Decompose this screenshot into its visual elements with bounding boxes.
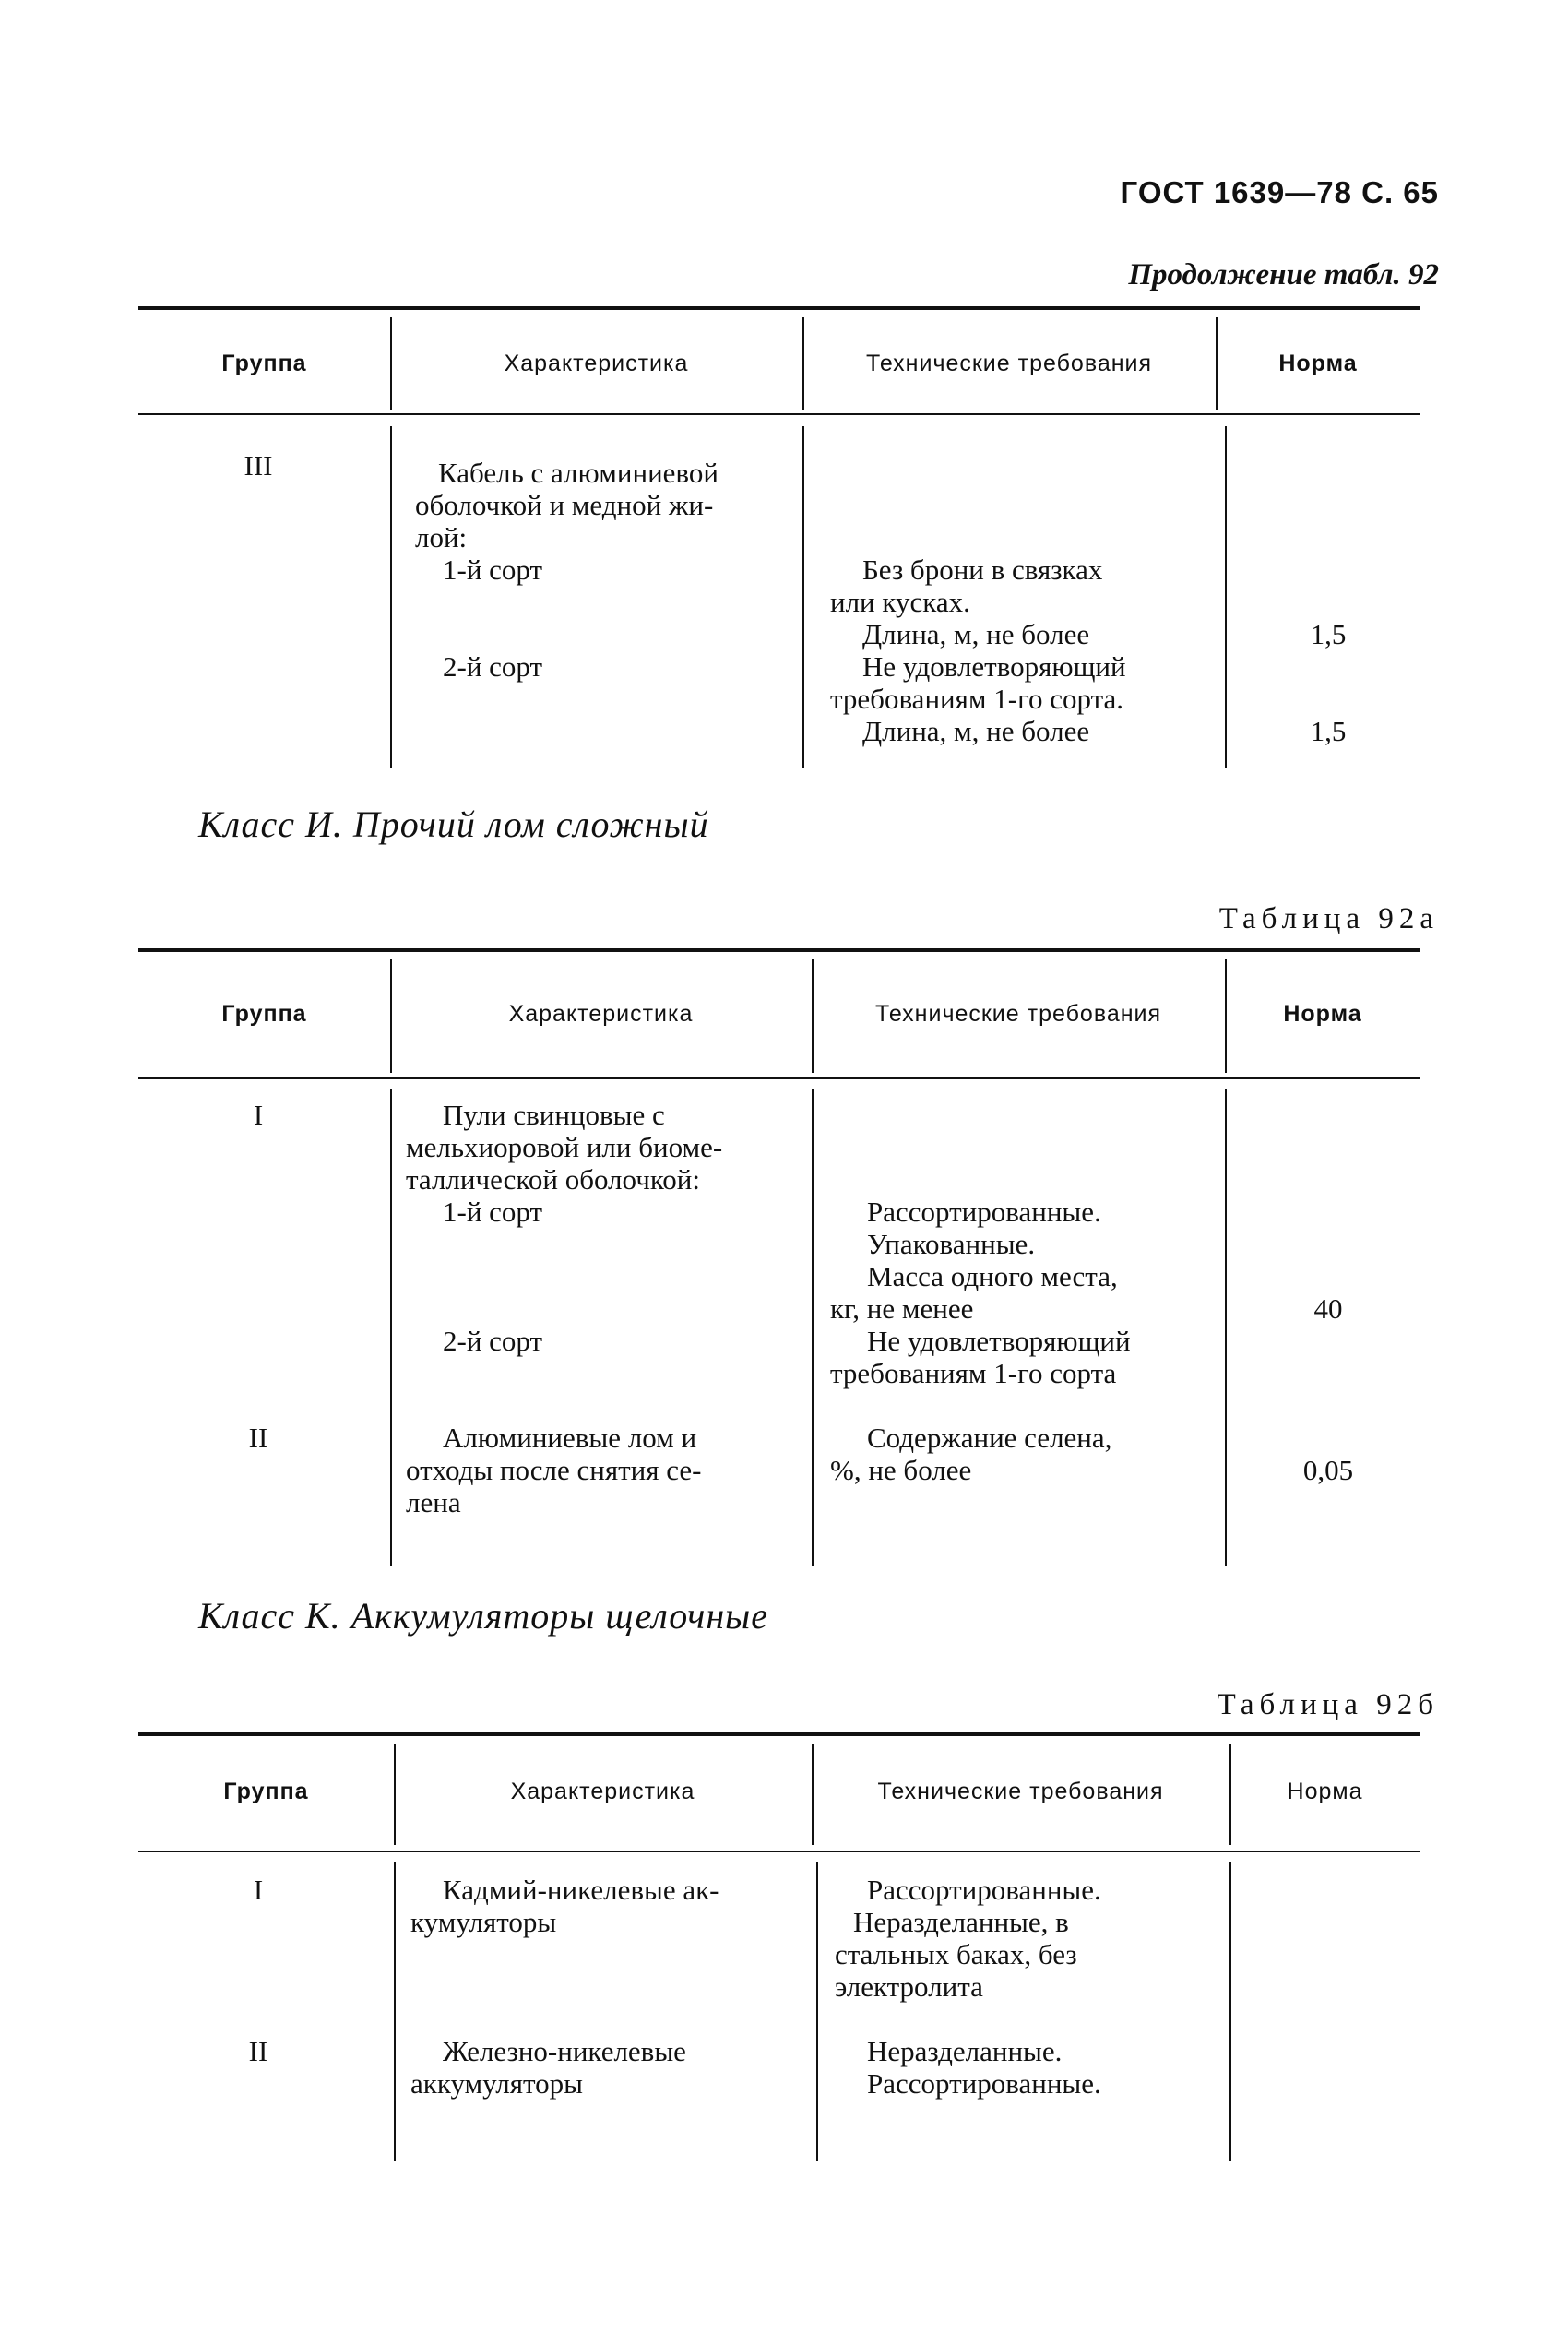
requirement-line: или кусках. <box>830 586 970 618</box>
col-header-group: Группа <box>223 1779 309 1804</box>
class-i-title: Класс И. Прочий лом сложный <box>198 803 709 845</box>
requirement-line: Не удовлетворяющий <box>862 650 1126 683</box>
group-cell: II <box>248 1422 268 1454</box>
requirement-line: %, не более <box>830 1454 972 1486</box>
characteristic-line: мельхиоровой или биоме- <box>406 1131 723 1163</box>
col-header-norm: Норма <box>1287 1779 1363 1804</box>
norm-value: 1,5 <box>1310 715 1347 747</box>
group-cell: I <box>253 1099 264 1131</box>
col-header-characteristic: Характеристика <box>508 1001 694 1027</box>
characteristic-line: отходы после снятия се- <box>406 1454 702 1486</box>
requirement-line: требованиям 1-го сорта <box>830 1357 1117 1389</box>
characteristic-line: таллической оболочкой: <box>406 1163 701 1196</box>
table-92b-label: Таблица 92б <box>1217 1688 1439 1721</box>
requirement-line: Без брони в связках <box>862 553 1103 586</box>
characteristic-line: оболочкой и медной жи- <box>415 489 714 521</box>
characteristic-line: аккумуляторы <box>410 2067 583 2100</box>
requirement-line: Не удовлетворяющий <box>867 1325 1131 1357</box>
characteristic-line: лой: <box>415 521 468 553</box>
table-92a <box>138 948 1420 1548</box>
norm-value: 0,05 <box>1302 1454 1354 1486</box>
table-92 <box>138 306 1420 768</box>
col-header-group: Группа <box>221 351 307 376</box>
requirement-line: Масса одного места, <box>867 1260 1118 1292</box>
class-k-title: Класс К. Аккумуляторы щелочные <box>198 1595 769 1637</box>
col-header-requirements: Технические требования <box>865 351 1153 376</box>
table-92a-label: Таблица 92а <box>1218 902 1439 935</box>
col-header-norm: Норма <box>1283 1001 1362 1027</box>
characteristic-line: Алюминиевые лом и <box>443 1422 697 1454</box>
characteristic-line: 1-й сорт <box>443 1196 543 1228</box>
requirement-line: стальных баках, без <box>835 1938 1077 1970</box>
requirement-line: Рассортированные. <box>867 1196 1101 1228</box>
col-header-characteristic: Характеристика <box>510 1779 695 1804</box>
requirement-line: Упакованные. <box>867 1228 1036 1260</box>
table-continuation-note: Продолжение табл. 92 <box>1128 258 1439 292</box>
requirement-line: Длина, м, не более <box>862 618 1090 650</box>
col-header-requirements: Технические требования <box>874 1001 1162 1027</box>
norm-value: 40 <box>1313 1292 1343 1325</box>
requirement-line: Рассортированные. <box>867 1874 1101 1906</box>
characteristic-line: 2-й сорт <box>443 1325 543 1357</box>
group-cell: I <box>253 1874 264 1906</box>
characteristic-line: Пули свинцовые с <box>443 1099 665 1131</box>
requirement-line: Рассортированные. <box>867 2067 1101 2100</box>
characteristic-line: кумуляторы <box>410 1906 557 1938</box>
characteristic-line: лена <box>406 1486 461 1518</box>
requirement-line: Содержание селена, <box>867 1422 1112 1454</box>
characteristic-line: Железно-никелевые <box>443 2035 686 2067</box>
col-header-requirements: Технические требования <box>877 1779 1164 1804</box>
col-header-characteristic: Характеристика <box>504 351 689 376</box>
characteristic-line: Кадмий-никелевые ак- <box>443 1874 719 1906</box>
norm-value: 1,5 <box>1310 618 1347 650</box>
page-reference: ГОСТ 1639—78 С. 65 <box>1120 175 1439 209</box>
col-header-group: Группа <box>221 1001 307 1027</box>
group-cell: III <box>244 449 273 482</box>
characteristic-line: 2-й сорт <box>443 650 543 683</box>
requirement-line: Неразделанные, в <box>853 1906 1069 1938</box>
requirement-line: Неразделанные. <box>867 2035 1063 2067</box>
characteristic-line: Кабель с алюминиевой <box>438 457 719 489</box>
requirement-line: кг, не менее <box>830 1292 974 1325</box>
requirement-line: требованиям 1-го сорта. <box>830 683 1124 715</box>
requirement-line: Длина, м, не более <box>862 715 1090 747</box>
col-header-norm: Норма <box>1278 351 1358 376</box>
group-cell: II <box>248 2035 268 2067</box>
requirement-line: электролита <box>835 1970 983 2003</box>
table-92b <box>138 1732 1420 2166</box>
characteristic-line: 1-й сорт <box>443 553 543 586</box>
